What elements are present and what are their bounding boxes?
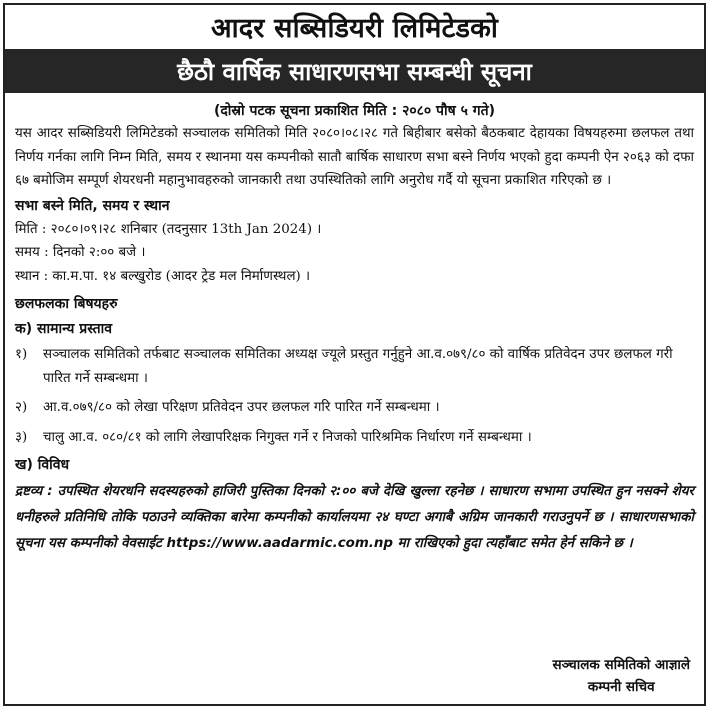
meeting-date: मिति : २०८०।०९।२८ शनिबार (तदनुसार 13th Jan 2024) ।	[15, 221, 322, 237]
agenda-item	[15, 426, 694, 450]
notice-title: छैठौ वार्षिक साधारणसभा सम्बन्धी सूचना	[177, 57, 532, 86]
notice-body	[5, 122, 704, 557]
general-proposal-heading: क) सामान्य प्रस्ताव	[15, 321, 113, 337]
note-paragraph: द्रष्टव्य : उपस्थित शेयरधनि सदस्यहरुको हाजिरी पुस्तिका दिनको २:०० बजे देखि खुल्ला रहनेछ । साधारण सभामा उपस्थित हुन नसक्ने शेयर धनीहरुले प्रतिनिधि तोकि पठाउने व्यक्तिका बारेमा कम्पनीको कार्यालयमा २४ घण्टा अगाबै अग्रिम जानकारी गराउनुपर्ने छ । साधारणसभाको सूचना यस कम्पनीको वेवसाईट https://www.aadarmic.com.np मा राखिएको हुदा त्यहाँबाट समेत हेर्न सकिने छ ।	[15, 484, 695, 551]
notice-box	[3, 3, 706, 706]
agenda-item-text: सञ्चालक समितिको तर्फबाट सञ्चालक समितिका अध्यक्ष ज्यूले प्रस्तुत गर्नुहुने आ.व.०७९/८० को वार्षिक प्रतिवेदन उपर छलफल गरी पारित गर्ने सम्बन्धमा ।	[43, 347, 673, 386]
agenda-item-text: चालु आ.व. ०८०/८१ को लागि लेखापरिक्षक निगुक्त गर्ने र निजको पारिश्रमिक निर्धारण गर्ने सम्बन्धमा ।	[43, 429, 532, 445]
company-name: आदर सब्सिडियरी लिमिटेडको	[210, 12, 499, 44]
agenda-item	[15, 396, 694, 420]
agenda-item	[15, 343, 694, 390]
meeting-heading: सभा बस्ने मिति, समय र स्थान	[15, 197, 170, 214]
agenda-heading: छलफलका बिषयहरु	[15, 296, 118, 312]
meeting-place: स्थान : का.म.पा. १४ बल्खुरोड (आदर ट्रेड मल निर्माणस्थल) ।	[15, 268, 311, 284]
signature-authority: सञ्चालक समितिको आज्ञाले	[552, 657, 690, 673]
misc-heading: ख) विविध	[15, 457, 70, 473]
signature-block	[552, 654, 690, 698]
agenda-item-number: २)	[15, 400, 28, 415]
notice-title-banner	[5, 49, 704, 93]
signature-title: कम्पनी सचिव	[587, 679, 655, 695]
meeting-time: समय : दिनको २:०० बजे ।	[15, 245, 146, 260]
agenda-item-number: १)	[15, 347, 28, 362]
agenda-item-text: आ.व.०७९/८० को लेखा परिक्षण प्रतिवेदन उपर छलफल गरि पारित गर्ने सम्बन्धमा ।	[43, 400, 440, 415]
intro-paragraph: यस आदर सब्सिडियरी लिमिटेडको सञ्चालक समितिको मिति २०८०।०८।२८ गते बिहीबार बसेको बैठकबाट देहायका विषयहरुमा छलफल तथा निर्णय गर्नका लागि निम्न मिति, समय र स्थानमा यस कम्पनीको सातौ बार्षिक साधारण सभा बस्ने निर्णय भएको हुदा कम्पनी ऐन २०६३ को दफा ६७ बमोजिम सम्पूर्ण शेयरधनी महानुभावहरुको जानकारी तथा उपस्थितिको लागि अनुरोध गर्दै यो सूचना प्रकाशित गरिएको छ ।	[15, 126, 694, 188]
publication-date-line: (दोस्रो पटक सूचना प्रकाशित मिति : २०८० पौष ५ गते)	[213, 102, 496, 119]
agenda-item-number: ३)	[15, 429, 28, 445]
